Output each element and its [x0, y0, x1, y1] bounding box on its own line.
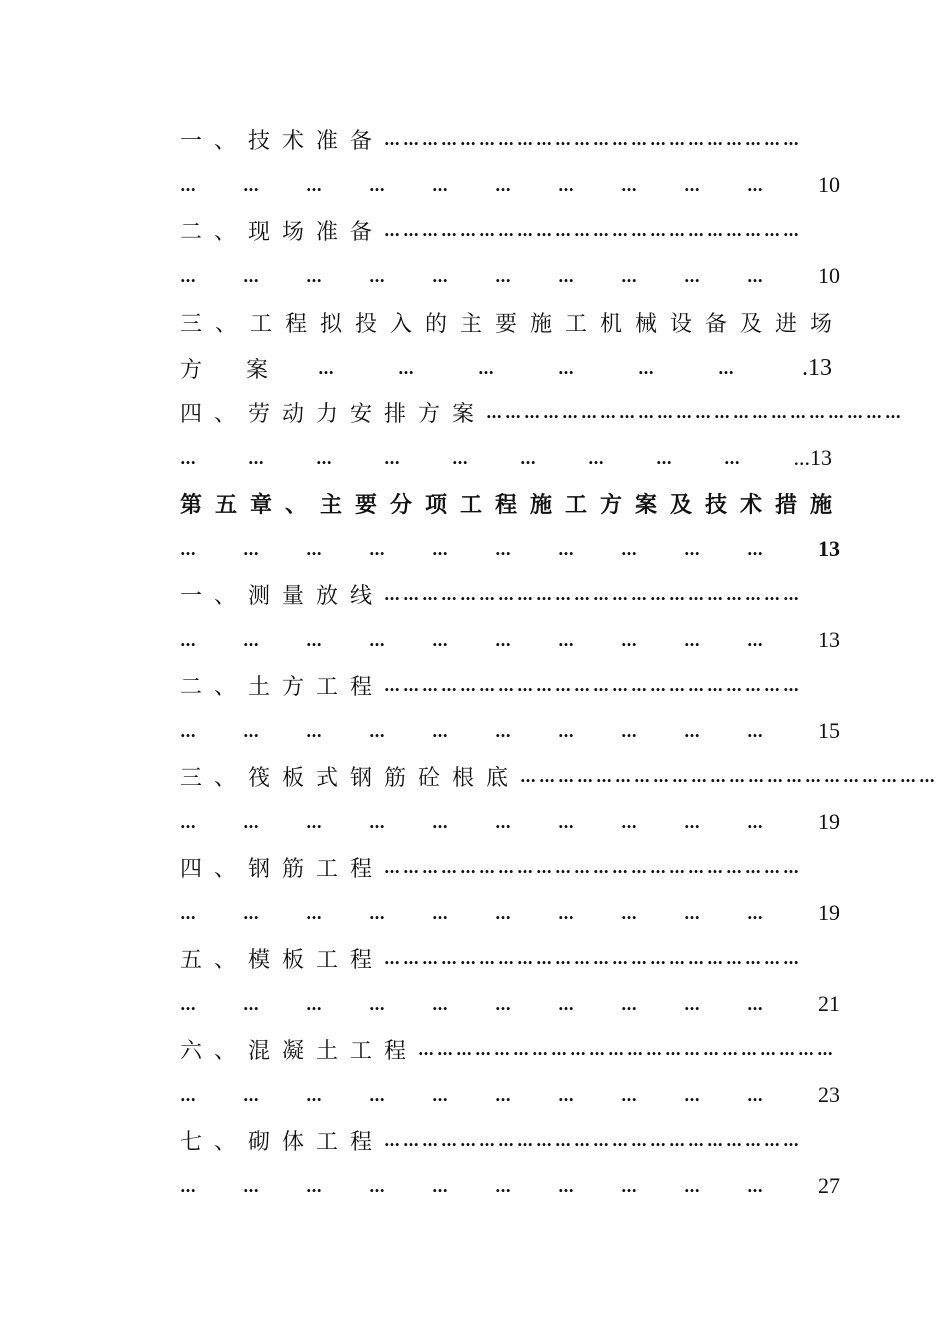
dot-leader: … … … … … … … … … … — [180, 903, 763, 923]
dot-leader: … … … … … … … … … … — [180, 539, 763, 559]
dot-leader: ………………………………………………………… — [520, 766, 939, 786]
toc-chapter-title: 第五章、主要分项工程施工方案及技术措施 — [180, 491, 846, 518]
page-number: 27 — [818, 1173, 840, 1198]
toc-title: 一、测量放线 — [180, 583, 385, 609]
toc-line — [180, 442, 832, 474]
page-number: 23 — [818, 1082, 840, 1107]
toc-title: 五、模板工程 — [180, 947, 385, 973]
page-number: 19 — [818, 809, 840, 834]
toc-line — [180, 669, 832, 701]
toc-line — [180, 123, 832, 155]
toc-line — [180, 1033, 837, 1065]
toc-line — [180, 578, 832, 610]
page-number: 15 — [818, 718, 840, 743]
toc-title: 四、劳动力安排方案 — [180, 401, 487, 427]
dot-leader: … … … … … … — [318, 358, 735, 378]
toc-line — [180, 352, 832, 384]
page-number: 13 — [818, 536, 840, 561]
page-number: 13 — [818, 627, 840, 652]
dot-leader: ………………………………………………………… — [384, 129, 803, 149]
dot-leader: ………………………………………………………… — [384, 1130, 803, 1150]
toc-line — [180, 760, 939, 792]
page-number: ...13 — [793, 445, 832, 470]
dot-leader: … … … … … … … … … … — [180, 1085, 763, 1105]
toc-line — [180, 1170, 840, 1202]
dot-leader: … … … … … … … … … … — [180, 721, 763, 741]
toc-line — [180, 851, 832, 883]
dot-leader: ………………………………………………………… — [384, 675, 803, 695]
toc-title: 二、土方工程 — [180, 674, 385, 700]
dot-leader: ………………………………………………………… — [384, 857, 803, 877]
toc-title: 四、钢筋工程 — [180, 856, 385, 882]
toc-title: 三、工程拟投入的主要施工机械设备及进场 — [180, 311, 846, 337]
dot-leader: … … … … … … … … … … — [180, 1176, 763, 1196]
dot-leader: … … … … … … … … … … — [180, 175, 763, 195]
dot-leader: … … … … … … … … … … — [180, 630, 763, 650]
page-number: 10 — [818, 263, 840, 288]
toc-line — [180, 169, 840, 201]
toc-line — [180, 942, 832, 974]
dot-leader: … … … … … … … … … — [180, 448, 740, 468]
toc-line — [180, 806, 840, 838]
dot-leader: ………………………………………………………… — [384, 584, 803, 604]
dot-leader: … … … … … … … … … … — [180, 994, 763, 1014]
dot-leader: ………………………………………………………… — [418, 1039, 837, 1059]
toc-line — [180, 897, 840, 929]
toc-title: 二、现场准备 — [180, 219, 385, 245]
toc-line — [180, 306, 846, 338]
toc-line — [180, 988, 840, 1020]
toc-line — [180, 487, 846, 519]
toc-line — [180, 1079, 840, 1111]
page-number: .13 — [802, 354, 832, 381]
toc-title: 一、技术准备 — [180, 128, 385, 154]
toc-line — [180, 1124, 832, 1156]
page-number: 21 — [818, 991, 840, 1016]
page-number: 10 — [818, 172, 840, 197]
dot-leader: ………………………………………………………… — [486, 402, 905, 422]
toc-line — [180, 260, 840, 292]
toc-title: 六、混凝土工程 — [180, 1038, 419, 1064]
dot-leader: ………………………………………………………… — [384, 948, 803, 968]
dot-leader: … … … … … … … … … … — [180, 812, 763, 832]
page-number: 19 — [818, 900, 840, 925]
toc-title: 三、筏板式钢筋砼根底 — [180, 765, 521, 791]
toc-line — [180, 715, 840, 747]
dot-leader: ………………………………………………………… — [384, 220, 803, 240]
toc-line — [180, 214, 832, 246]
toc-line — [180, 533, 840, 565]
toc-line — [180, 624, 840, 656]
toc-line — [180, 396, 905, 428]
toc-title: 七、砌体工程 — [180, 1129, 385, 1155]
dot-leader: … … … … … … … … … … — [180, 266, 763, 286]
toc-title-continuation: 方 案 — [180, 357, 269, 383]
